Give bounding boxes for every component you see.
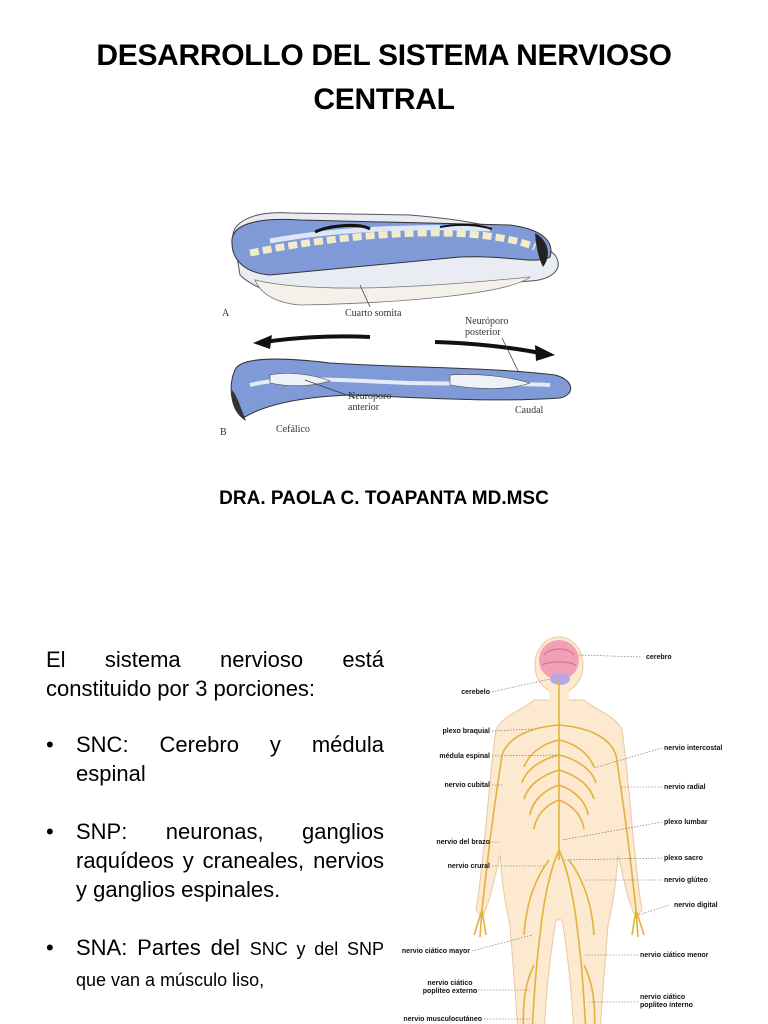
nervous-system-diagram <box>384 635 768 1024</box>
label-nervio-del-brazo: nervio del brazo <box>436 839 490 846</box>
label-popliteo-externo-1: nervio ciático <box>427 980 473 987</box>
figure-label-b: B <box>220 427 227 438</box>
title-line-1: DESARROLLO DEL SISTEMA NERVIOSO <box>96 39 672 72</box>
label-plexo-braquial: plexo braquial <box>442 728 490 735</box>
label-popliteo-interno-1: nervio ciático <box>640 994 686 1001</box>
bullet-sna <box>46 933 384 995</box>
label-cuarto-somita: Cuarto somita <box>345 308 402 319</box>
bullet-snc <box>46 730 384 788</box>
slide-title-heading <box>40 34 728 122</box>
label-nervio-ciatico-mayor: nervio ciático mayor <box>401 948 470 955</box>
embryo-panel-a <box>222 213 558 338</box>
label-nervio-musculocutaneo: nervio musculocutáneo <box>403 1016 482 1023</box>
label-plexo-lumbar: plexo lumbar <box>664 819 708 826</box>
bullet-text-small: SNC y del SNP que van a músculo liso, <box>76 939 384 990</box>
bullet-text: SNP: neuronas, ganglios raquídeos y craneales, nervios y ganglios espinales. <box>76 819 384 902</box>
label-popliteo-externo-2: popliteo externo <box>422 988 478 995</box>
label-popliteo-interno-2: popliteo interno <box>640 1002 693 1009</box>
author-name: DRA. PAOLA C. TOAPANTA MD.MSC <box>219 488 549 509</box>
bullet-symbol: • <box>46 819 54 844</box>
bullet-symbol: • <box>46 935 54 960</box>
label-medula-espinal: médula espinal <box>439 753 490 760</box>
label-nervio-gluteo: nervio glúteo <box>664 877 708 884</box>
embryo-neural-tube-illustration <box>210 185 580 450</box>
cerebellum-icon <box>550 673 570 685</box>
label-nervio-digital: nervio digital <box>674 902 718 909</box>
bullet-symbol: • <box>46 732 54 757</box>
label-nervio-ciatico-menor: nervio ciático menor <box>640 952 709 959</box>
label-neuroporo-posterior-1: Neuróporo <box>465 316 509 327</box>
label-nervio-intercostal: nervio intercostal <box>664 745 723 752</box>
label-cerebelo: cerebelo <box>461 689 490 696</box>
label-cerebro: cerebro <box>646 654 672 661</box>
label-caudal: Caudal <box>515 405 544 416</box>
bullet-text-lead: SNA: Partes del <box>76 935 250 960</box>
label-neuroporo-anterior-2: anterior <box>348 402 380 413</box>
bullet-snp <box>46 817 384 904</box>
label-nervio-cubital: nervio cubital <box>444 782 490 789</box>
bullet-text: SNC: Cerebro y médula espinal <box>76 732 384 786</box>
label-neuroporo-posterior-2: posterior <box>465 327 501 338</box>
slide-body-text <box>46 645 384 1024</box>
label-nervio-crural: nervio crural <box>447 863 490 870</box>
figure-label-a: A <box>222 308 230 319</box>
label-nervio-radial: nervio radial <box>664 784 706 791</box>
intro-paragraph: El sistema nervioso está constituido por 3 porciones: <box>46 647 384 701</box>
slide-content <box>0 590 768 1024</box>
label-cefalico: Cefálico <box>276 424 310 435</box>
label-neuroporo-anterior-1: Neuroporo <box>348 391 392 402</box>
title-line-2: CENTRAL <box>313 83 455 116</box>
label-plexo-sacro: plexo sacro <box>664 855 703 862</box>
